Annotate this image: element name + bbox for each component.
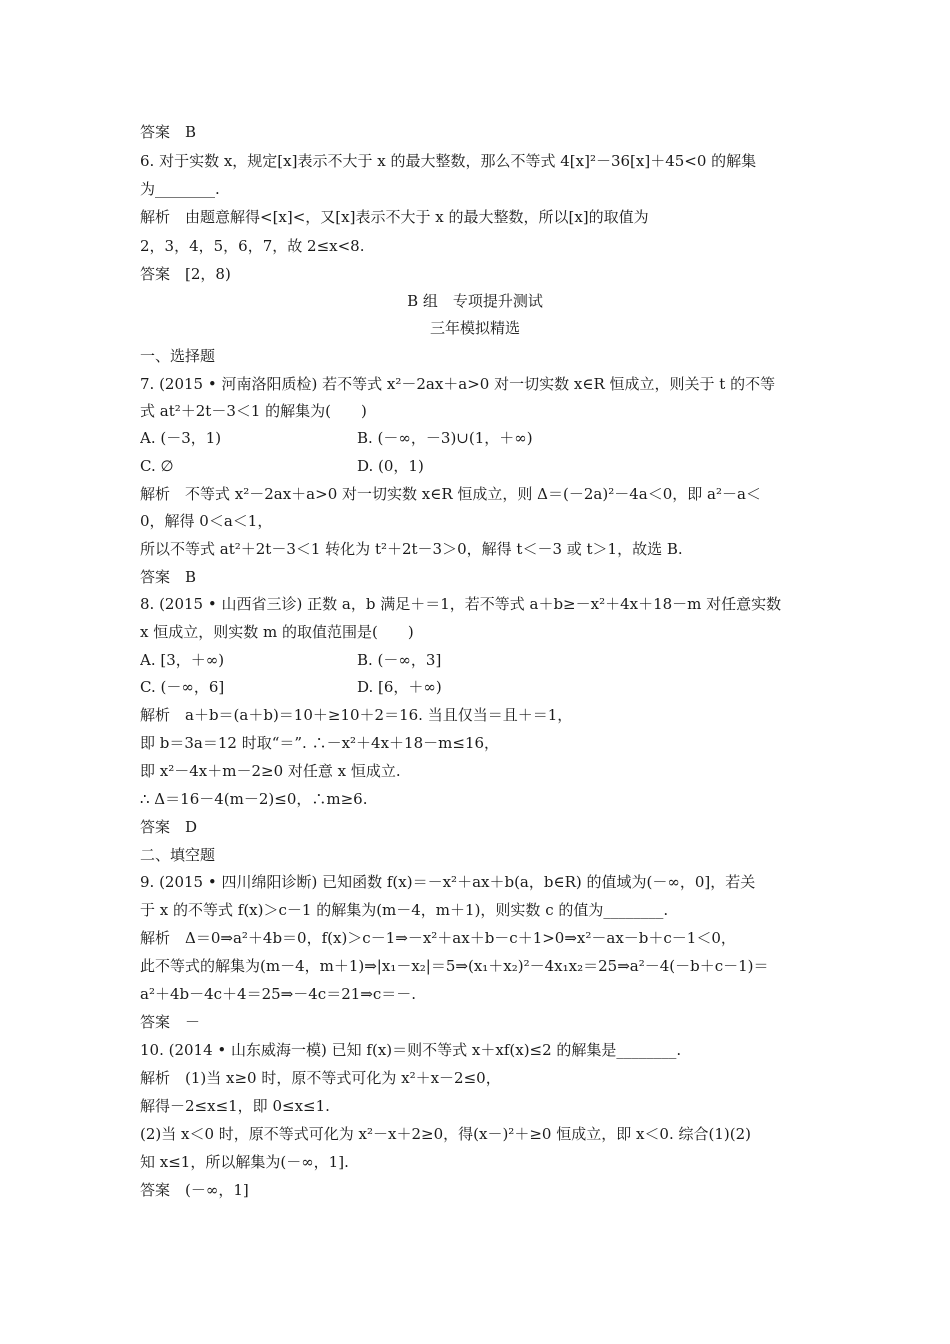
analysis-q9-line-3: a²＋4b－4c＋4＝25⇒－4c＝21⇒c＝－. xyxy=(140,985,417,1003)
question-6-line-1: 6. 对于实数 x，规定[x]表示不大于 x 的最大整数，那么不等式 4[x]²－36[x]＋45<0 的解集 xyxy=(140,152,757,170)
answer-q8: 答案 D xyxy=(140,818,198,836)
q7-option-a: A. (－3，1) xyxy=(140,429,222,447)
question-9-line-2: 于 x 的不等式 f(x)＞c－1 的解集为(m－4，m＋1)，则实数 c 的值为________. xyxy=(140,901,669,919)
q8-option-d: D. [6，＋∞) xyxy=(357,678,442,696)
answer-q6: 答案 [2，8) xyxy=(140,265,231,283)
question-7-line-1: 7. (2015 • 河南洛阳质检) 若不等式 x²－2ax＋a>0 对一切实数 x∈R 恒成立，则关于 t 的不等 xyxy=(140,375,776,393)
question-8-line-1: 8. (2015 • 山西省三诊) 正数 a，b 满足＋＝1，若不等式 a＋b≥－x²＋4x＋18－m 对任意实数 xyxy=(140,595,782,613)
question-10: 10. (2014 • 山东威海一模) 已知 f(x)＝则不等式 x＋xf(x)≤2 的解集是________. xyxy=(140,1041,682,1059)
analysis-q10-line-1: 解析 (1)当 x≥0 时，原不等式可化为 x²＋x－2≤0， xyxy=(140,1069,501,1087)
section-title: B 组 专项提升测试 xyxy=(407,292,543,310)
question-8-line-2: x 恒成立，则实数 m 的取值范围是( ) xyxy=(140,623,414,641)
analysis-q8-line-3: 即 x²－4x＋m－2≥0 对任意 x 恒成立. xyxy=(140,762,401,780)
analysis-q8-line-4: ∴ Δ＝16－4(m－2)≤0，∴m≥6. xyxy=(140,790,368,808)
question-6-line-2: 为________. xyxy=(140,180,220,198)
analysis-q7-line-3: 所以不等式 at²＋2t－3＜1 转化为 t²＋2t－3＞0，解得 t＜－3 或 t＞1，故选 B. xyxy=(140,540,683,558)
analysis-q7-line-1: 解析 不等式 x²－2ax＋a>0 对一切实数 x∈R 恒成立，则 Δ＝(－2a)²－4a＜0，即 a²－a＜ xyxy=(140,485,761,503)
answer-q7: 答案 B xyxy=(140,568,197,586)
analysis-q9-line-2: 此不等式的解集为(m－4，m＋1)⇒|x₁－x₂|＝5⇒(x₁＋x₂)²－4x₁x₂＝25⇒a²－4(－b＋c－1)＝ xyxy=(140,957,769,975)
analysis-q6-line-1: 解析 由题意解得<[x]<，又[x]表示不大于 x 的最大整数，所以[x]的取值为 xyxy=(140,208,649,226)
q8-option-a: A. [3，＋∞) xyxy=(140,651,225,669)
analysis-q10-line-4: 知 x≤1，所以解集为(－∞，1]. xyxy=(140,1153,349,1171)
analysis-q10-line-3: (2)当 x＜0 时，原不等式可化为 x²－x＋2≥0，得(x－)²＋≥0 恒成立，即 x＜0. 综合(1)(2) xyxy=(140,1125,752,1143)
question-9-line-1: 9. (2015 • 四川绵阳诊断) 已知函数 f(x)＝－x²＋ax＋b(a，b∈R) 的值域为(－∞，0]，若关 xyxy=(140,873,756,891)
heading-fill-in: 二、填空题 xyxy=(140,846,216,864)
answer-q10: 答案 (－∞，1] xyxy=(140,1181,249,1199)
q8-option-b: B. (－∞，3] xyxy=(357,651,442,669)
analysis-q8-line-1: 解析 a＋b＝(a＋b)＝10＋≥10＋2＝16. 当且仅当＝且＋＝1， xyxy=(140,706,573,724)
q7-option-d: D. (0，1) xyxy=(357,457,424,475)
analysis-q9-line-1: 解析 Δ＝0⇒a²＋4b＝0，f(x)＞c－1⇒－x²＋ax＋b－c＋1>0⇒x²－ax－b＋c－1＜0， xyxy=(140,929,736,947)
q8-option-c: C. (－∞，6] xyxy=(140,678,225,696)
analysis-q8-line-2: 即 b＝3a＝12 时取“＝”. ∴－x²＋4x＋18－m≤16， xyxy=(140,734,500,752)
analysis-q7-line-2: 0，解得 0＜a＜1， xyxy=(140,512,273,530)
question-7-line-2: 式 at²＋2t－3＜1 的解集为( ) xyxy=(140,402,367,420)
answer-q9: 答案 － xyxy=(140,1013,201,1031)
q7-option-b: B. (－∞，－3)∪(1，＋∞) xyxy=(357,429,533,447)
analysis-q10-line-2: 解得－2≤x≤1，即 0≤x≤1. xyxy=(140,1097,330,1115)
heading-multiple-choice: 一、选择题 xyxy=(140,347,216,365)
section-subtitle: 三年模拟精选 xyxy=(429,319,520,337)
answer-q5: 答案 B xyxy=(140,123,197,141)
q7-option-c: C. ∅ xyxy=(140,457,174,475)
analysis-q6-line-2: 2，3，4，5，6，7，故 2≤x<8. xyxy=(140,237,365,255)
